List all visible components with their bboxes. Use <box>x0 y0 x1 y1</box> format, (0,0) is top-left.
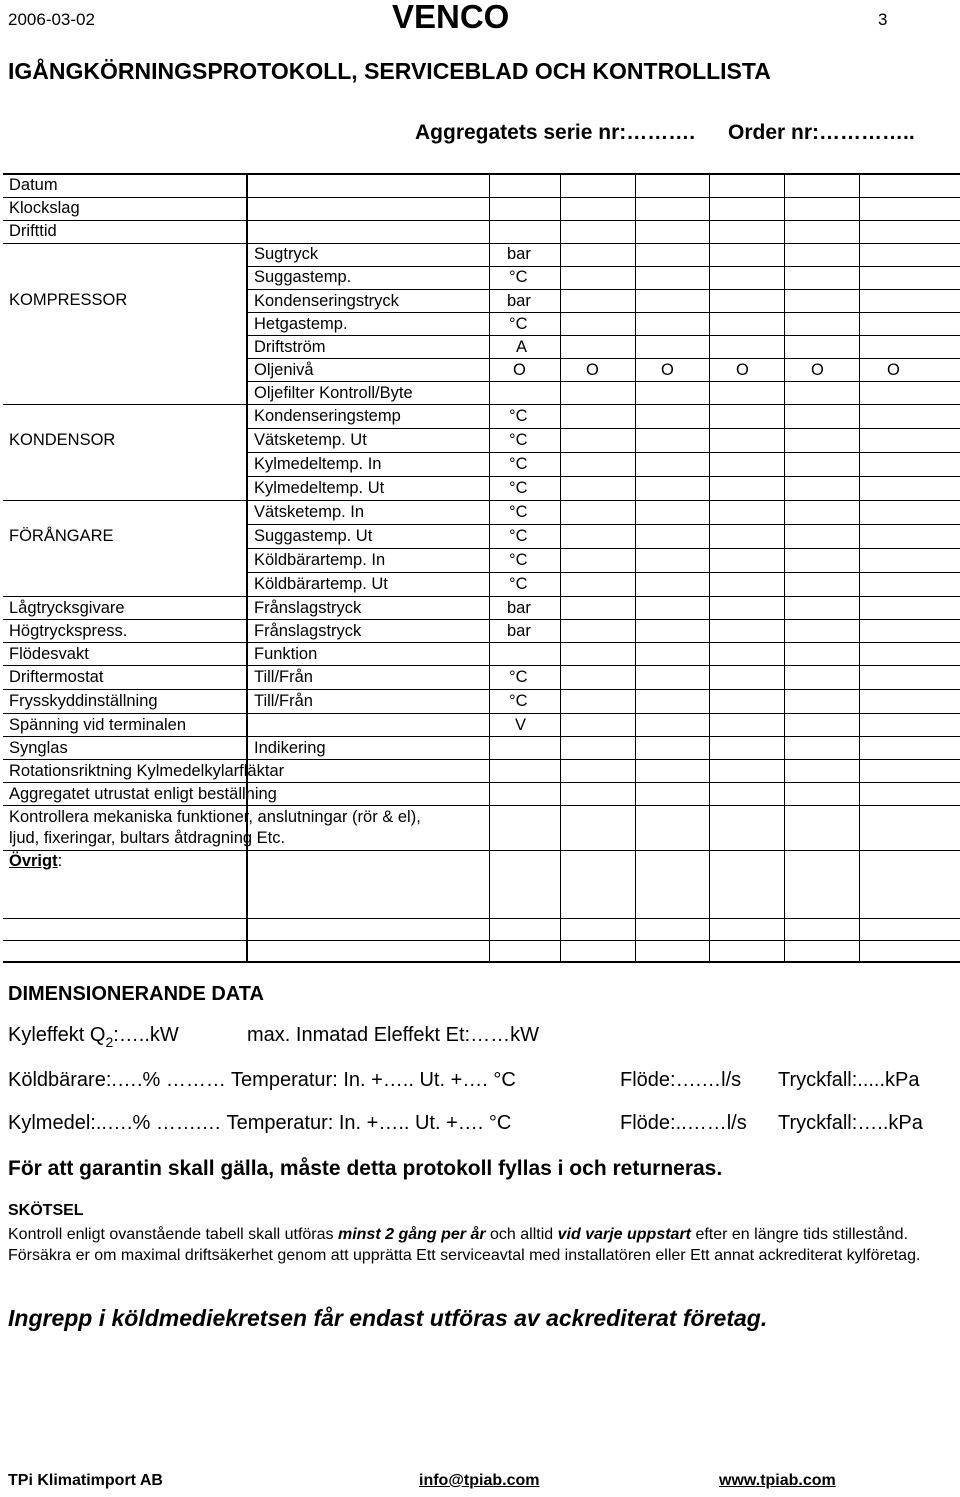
row-label: Synglas <box>9 739 68 757</box>
row-label: Kontrollera mekaniska funktioner, anslutningar (rör & el), <box>9 808 421 826</box>
row-label: Rotationsriktning Kylmedelkylarfläktar <box>9 762 285 780</box>
brine-pressure-drop: Tryckfall:.....kPa <box>778 1069 920 1091</box>
brine-data: Köldbärare:.….% ……… Temperatur: In. +….. Ut. +…. °C <box>8 1069 516 1091</box>
row-label: ljud, fixeringar, bultars åtdragning Etc. <box>9 829 286 847</box>
row-label: Flödesvakt <box>9 645 89 663</box>
row-label: Driftström <box>254 338 326 356</box>
row-label: Kondenseringstryck <box>254 292 399 310</box>
website-link[interactable]: www.tpiab.com <box>719 1472 836 1489</box>
care-text: Kontroll enligt ovanstående tabell skall utföras minst 2 gång per år och alltid vid varje uppstart efter en längre tids stillestånd. Försäkra er om maximal driftsäkerhet genom att upprätta Ett serviceavtal med installatören eller Ett annat ackrediterat kylföretag. <box>8 1226 921 1264</box>
row-parameter: Funktion <box>254 645 318 663</box>
brine-flow: Flöde:….…l/s <box>620 1069 742 1091</box>
row-label: Kylmedeltemp. In <box>254 455 382 473</box>
row-parameter: Till/Från <box>254 668 313 686</box>
dimension-title: DIMENSIONERANDE DATA <box>8 983 264 1005</box>
oil-level-mark: O <box>736 361 749 379</box>
cooling-capacity: Kyleffekt $Q_2:\dots..kW$ <box>8 1024 179 1050</box>
row-label: Vätsketemp. Ut <box>254 431 367 449</box>
coolant-flow: Flöde:..……l/s <box>620 1112 747 1134</box>
section-kondensor: KONDENSOR <box>9 431 116 449</box>
page-title: IGÅNGKÖRNINGSPROTOKOLL, SERVICEBLAD OCH KONTROLLISTA <box>8 58 771 84</box>
row-unit: bar <box>507 599 531 617</box>
row-unit: bar <box>507 292 531 310</box>
row-label: Frysskyddinställning <box>9 692 158 710</box>
row-unit: °C <box>509 527 528 545</box>
oil-level-mark: O <box>661 361 674 379</box>
brand-logo-text: VENCO <box>392 0 510 35</box>
row-label: Suggastemp. <box>254 268 352 286</box>
row-unit: °C <box>509 407 528 425</box>
footer-email-link[interactable] <box>419 1472 539 1490</box>
row-unit: °C <box>509 431 528 449</box>
oil-level-mark: O <box>887 361 900 379</box>
row-label-klockslag: Klockslag <box>9 199 80 217</box>
electric-input: max. Inmatad Eleffekt Et:……kW <box>247 1024 539 1046</box>
row-label: Oljenivå <box>254 361 314 379</box>
row-label: Högtryckspress. <box>9 622 128 640</box>
footer-website-link[interactable] <box>719 1472 836 1490</box>
row-unit: °C <box>509 551 528 569</box>
order-number-field: Order nr:………….. <box>728 121 915 144</box>
row-parameter: Till/Från <box>254 692 313 710</box>
row-label-drifttid: Drifttid <box>9 222 57 240</box>
section-forangare: FÖRÅNGARE <box>9 527 114 545</box>
row-label: Oljefilter Kontroll/Byte <box>254 384 413 402</box>
document-date: 2006-03-02 <box>8 10 95 29</box>
guarantee-notice: För att garantin skall gälla, måste detta protokoll fyllas i och returneras. <box>8 1157 723 1180</box>
email-link[interactable]: info@tpiab.com <box>419 1472 540 1489</box>
row-unit: °C <box>509 315 528 333</box>
row-label: Vätsketemp. In <box>254 503 365 521</box>
row-label: Kondenseringstemp <box>254 407 401 425</box>
row-unit: bar <box>507 622 531 640</box>
section-kompressor: KOMPRESSOR <box>9 291 128 309</box>
oil-level-mark: O <box>513 361 526 379</box>
row-unit: °C <box>509 575 528 593</box>
row-unit: °C <box>509 503 528 521</box>
row-unit: °C <box>509 455 528 473</box>
row-unit: A <box>516 338 528 356</box>
row-label-datum: Datum <box>9 176 58 194</box>
oil-level-mark: O <box>811 361 824 379</box>
row-label: Hetgastemp. <box>254 315 348 333</box>
page-number: 3 <box>878 10 888 29</box>
row-label: Lågtrycksgivare <box>9 599 125 617</box>
row-parameter: Frånslagstryck <box>254 622 362 640</box>
care-title: SKÖTSEL <box>8 1202 84 1219</box>
row-unit: °C <box>509 668 528 686</box>
row-unit: bar <box>507 245 531 263</box>
row-unit: °C <box>509 692 528 710</box>
row-parameter: Frånslagstryck <box>254 599 362 617</box>
row-label: Driftermostat <box>9 668 104 686</box>
row-unit: V <box>515 716 527 734</box>
row-label: Sugtryck <box>254 245 319 263</box>
row-label: Kylmedeltemp. Ut <box>254 479 385 497</box>
row-parameter: Indikering <box>254 739 326 757</box>
coolant-data: Kylmedel:..….% …….… Temperatur: In. +….. Ut. +…. °C <box>8 1112 512 1134</box>
serial-number-field: Aggregatets serie nr:………. <box>415 121 696 144</box>
other-label: Övrigt: <box>9 852 63 870</box>
row-unit: °C <box>509 479 528 497</box>
footer-company: TPi Klimatimport AB <box>8 1472 163 1489</box>
row-unit: °C <box>509 268 528 286</box>
warning-notice: Ingrepp i köldmediekretsen får endast utföras av ackrediterat företag. <box>8 1305 768 1331</box>
row-label: Spänning vid terminalen <box>9 716 187 734</box>
row-label: Köldbärartemp. Ut <box>254 575 388 593</box>
row-label: Aggregatet utrustat enligt beställning <box>9 785 277 803</box>
row-label: Suggastemp. Ut <box>254 527 373 545</box>
row-label: Köldbärartemp. In <box>254 551 386 569</box>
oil-level-mark: O <box>586 361 599 379</box>
coolant-pressure-drop: Tryckfall:…..kPa <box>778 1112 923 1134</box>
